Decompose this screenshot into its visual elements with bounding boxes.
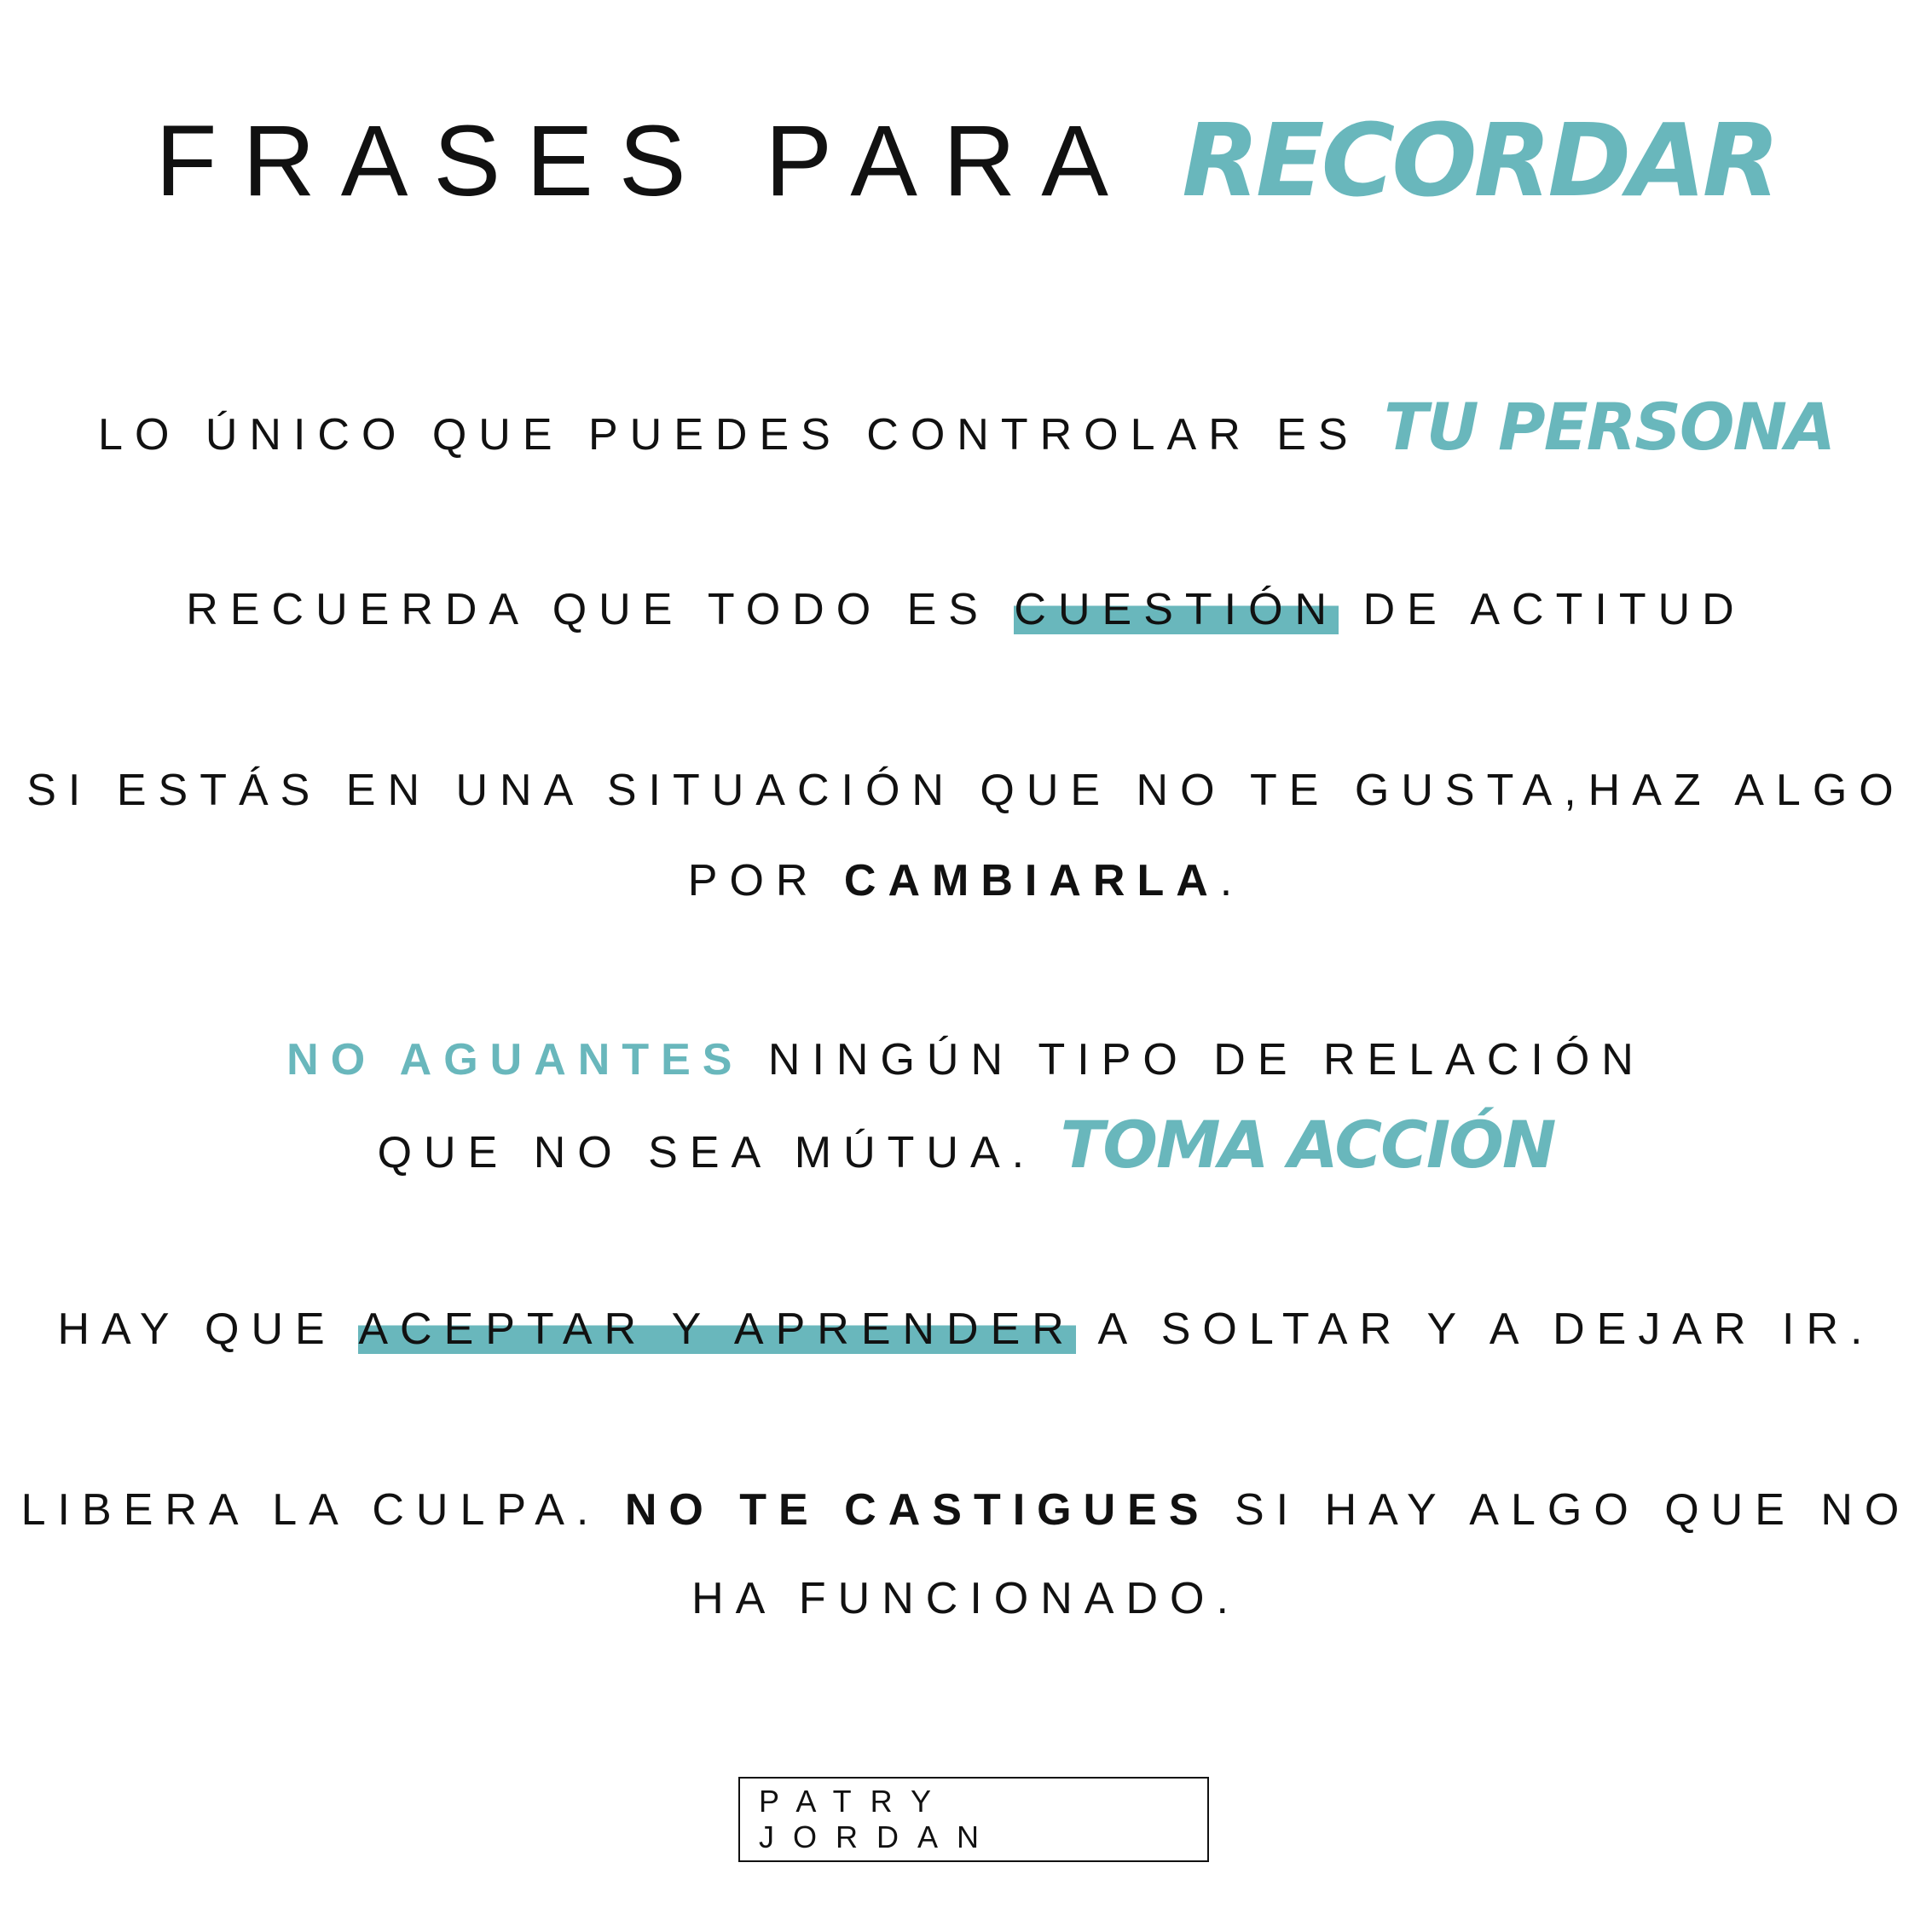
phrase-4-line2-before: QUE NO SEA MÚTUA. — [377, 1128, 1037, 1177]
title-prefix: FRASES PARA — [155, 105, 1129, 217]
phrase-3-line2-after: . — [1219, 856, 1245, 905]
phrase-2-marked: CUESTIÓN — [1014, 585, 1339, 634]
signature-box — [738, 1777, 1209, 1862]
phrase-1-text: LO ÚNICO QUE PUEDES CONTROLAR ES — [98, 410, 1360, 460]
phrase-4-line1-after: NINGÚN TIPO DE RELACIÓN — [767, 1035, 1646, 1085]
phrase-6-line1-before: LIBERA LA CULPA. — [20, 1485, 601, 1535]
signature-text: PATRY JORDAN — [759, 1784, 998, 1854]
phrase-4-line-1 — [0, 1030, 1932, 1090]
phrase-6-bold: NO TE CASTIGUES — [624, 1485, 1211, 1535]
phrase-5-before: HAY QUE — [57, 1304, 337, 1354]
phrase-3-bold: CAMBIARLA — [843, 856, 1220, 905]
phrase-4-accent: NO AGUANTES — [286, 1035, 744, 1085]
phrase-5-after: A SOLTAR Y A DEJAR IR. — [1097, 1304, 1875, 1354]
phrase-6-line2: HA FUNCIONADO. — [691, 1574, 1241, 1623]
phrase-3-line1: SI ESTÁS EN UNA SITUACIÓN QUE NO TE GUSTA,HAZ ALGO — [26, 766, 1906, 815]
phrase-4-highlight: TOMA ACCIÓN — [1060, 1107, 1555, 1183]
phrase-2 — [0, 580, 1932, 639]
phrase-4-line-2 — [0, 1107, 1932, 1183]
page-title — [0, 101, 1932, 221]
phrase-5-marked: ACEPTAR Y APRENDER — [358, 1304, 1076, 1354]
phrase-6-line-1 — [0, 1480, 1932, 1540]
phrase-2-before: RECUERDA QUE TODO ES — [186, 585, 990, 634]
phrase-3-line-1 — [0, 761, 1932, 820]
phrase-2-after: DE ACTITUD — [1362, 585, 1746, 634]
phrase-5 — [0, 1299, 1932, 1359]
phrase-6-line-2 — [0, 1569, 1932, 1628]
phrase-3-line2-before: POR — [687, 856, 820, 905]
phrase-3-line-2 — [0, 851, 1932, 911]
phrase-1 — [0, 389, 1932, 465]
title-highlight: RECORDAR — [1182, 101, 1777, 219]
phrase-6-line1-after: SI HAY ALGO QUE NO — [1234, 1485, 1912, 1535]
phrase-1-highlight: TU PERSONA — [1384, 389, 1834, 465]
